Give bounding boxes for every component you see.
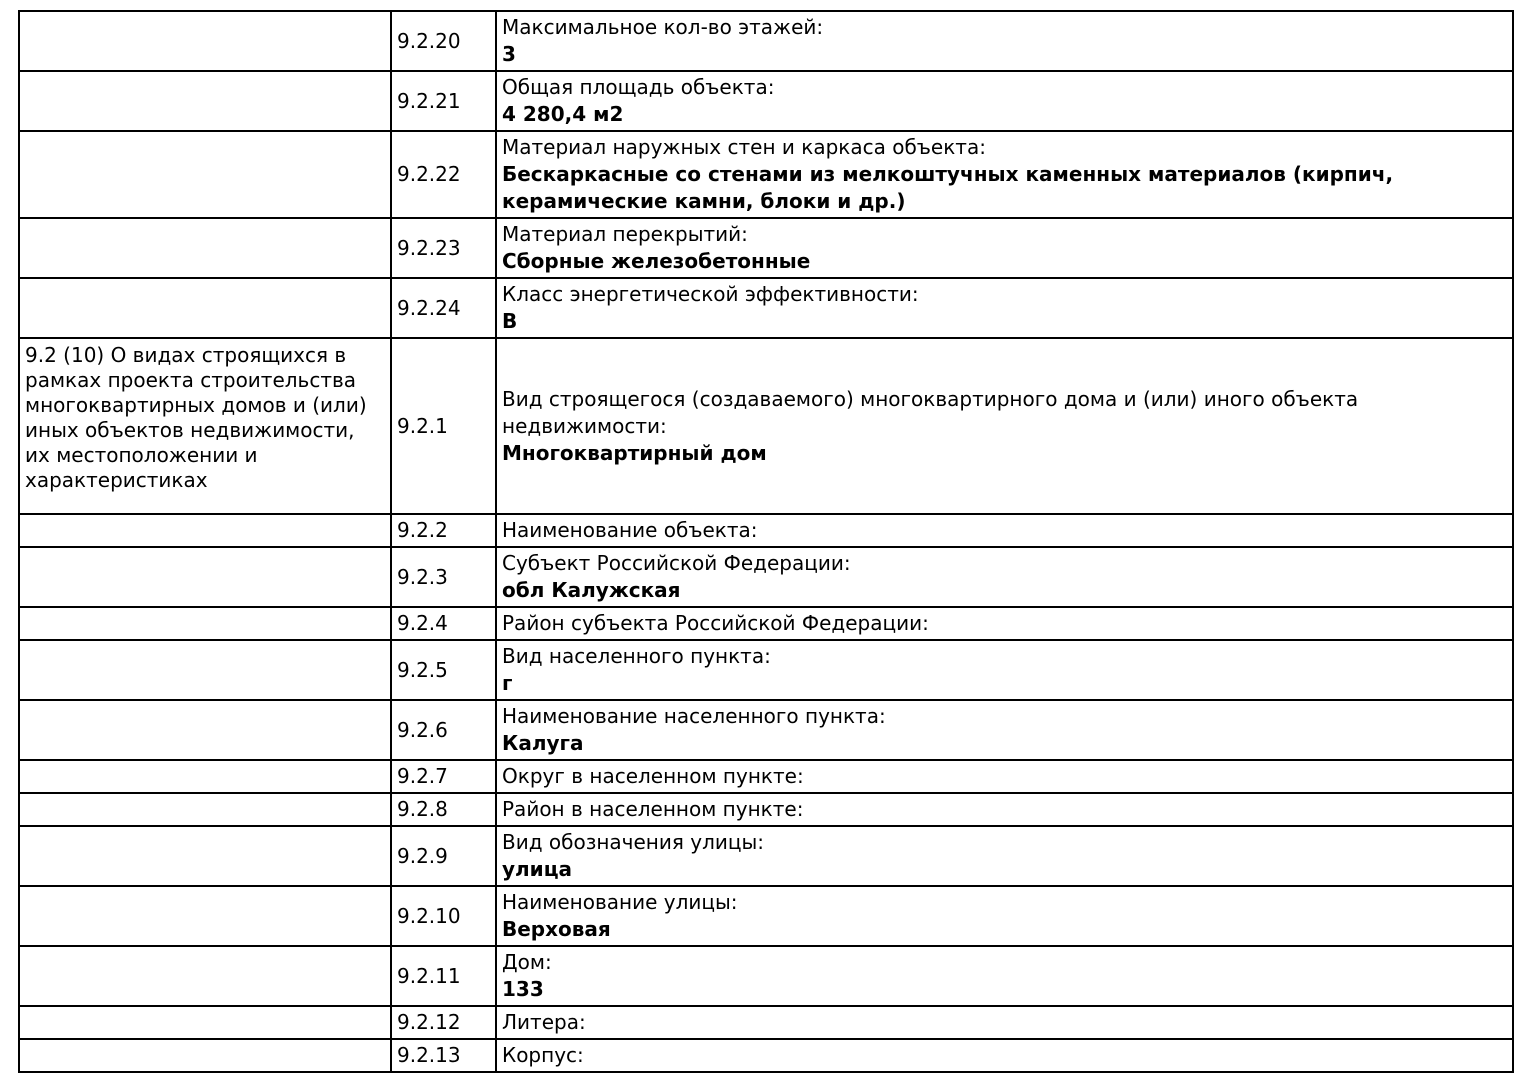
item-number: 9.2.12 bbox=[397, 1010, 461, 1034]
section-cell bbox=[19, 946, 391, 1006]
item-content-cell bbox=[496, 131, 1513, 218]
item-content-cell bbox=[496, 71, 1513, 131]
field-value: Калуга bbox=[502, 731, 584, 755]
field-value: 133 bbox=[502, 977, 544, 1001]
table-row bbox=[19, 793, 1513, 826]
item-number-cell bbox=[391, 700, 496, 760]
item-number: 9.2.10 bbox=[397, 903, 461, 928]
field-label: Корпус: bbox=[502, 1043, 584, 1067]
item-number: 9.2.23 bbox=[397, 235, 461, 260]
item-number: 9.2.7 bbox=[397, 764, 448, 788]
field-value: Верховая bbox=[502, 917, 611, 941]
field-label: Дом: bbox=[502, 950, 552, 974]
field-label: Материал перекрытий: bbox=[502, 222, 748, 246]
item-number-cell bbox=[391, 640, 496, 700]
item-number-cell bbox=[391, 71, 496, 131]
section-cell bbox=[19, 700, 391, 760]
section-cell bbox=[19, 640, 391, 700]
item-number: 9.2.6 bbox=[397, 717, 448, 742]
item-number-cell bbox=[391, 946, 496, 1006]
section-cell bbox=[19, 607, 391, 640]
table-row bbox=[19, 886, 1513, 946]
item-content-cell bbox=[496, 607, 1513, 640]
field-label: Вид строящегося (создаваемого) многоквартирного дома и (или) иного объекта недвижимости: bbox=[502, 386, 1359, 438]
item-content-cell bbox=[496, 514, 1513, 547]
table-row-section-header bbox=[19, 338, 1513, 514]
table-row bbox=[19, 218, 1513, 278]
item-content-cell bbox=[496, 700, 1513, 760]
item-number-cell bbox=[391, 547, 496, 607]
table-row bbox=[19, 640, 1513, 700]
item-number-cell bbox=[391, 607, 496, 640]
field-label: Округ в населенном пункте: bbox=[502, 764, 804, 788]
item-number: 9.2.2 bbox=[397, 518, 448, 542]
item-content-cell bbox=[496, 886, 1513, 946]
field-value: Бескаркасные со стенами из мелкоштучных каменных материалов (кирпич, керамические камни, блоки и др.) bbox=[502, 162, 1394, 213]
section-label: 9.2 (10) О видах строящихся в рамках проекта строительства многоквартирных домов и (или) иных объектов недвижимости, их местоположении и характеристиках bbox=[25, 343, 367, 492]
field-label: Наименование улицы: bbox=[502, 890, 738, 914]
table-row bbox=[19, 71, 1513, 131]
section-cell bbox=[19, 514, 391, 547]
section-cell bbox=[19, 1006, 391, 1039]
item-content-cell bbox=[496, 640, 1513, 700]
table-row bbox=[19, 700, 1513, 760]
item-number-cell bbox=[391, 11, 496, 71]
item-number: 9.2.21 bbox=[397, 88, 461, 113]
item-number-cell bbox=[391, 760, 496, 793]
item-content-cell bbox=[496, 793, 1513, 826]
item-number-cell bbox=[391, 131, 496, 218]
field-value: улица bbox=[502, 857, 573, 881]
section-cell bbox=[19, 278, 391, 338]
table-row bbox=[19, 826, 1513, 886]
table-row bbox=[19, 131, 1513, 218]
field-label: Район субъекта Российской Федерации: bbox=[502, 611, 929, 635]
section-cell bbox=[19, 793, 391, 826]
item-content-cell bbox=[496, 1039, 1513, 1072]
project-declaration-table bbox=[18, 10, 1514, 1073]
table-row bbox=[19, 607, 1513, 640]
item-number: 9.2.20 bbox=[397, 28, 461, 53]
item-number: 9.2.5 bbox=[397, 657, 448, 682]
item-content-cell bbox=[496, 338, 1513, 514]
item-number: 9.2.8 bbox=[397, 797, 448, 821]
field-label: Наименование населенного пункта: bbox=[502, 704, 886, 728]
item-number-cell bbox=[391, 1006, 496, 1039]
item-number: 9.2.24 bbox=[397, 295, 461, 320]
item-number-cell bbox=[391, 514, 496, 547]
item-number: 9.2.9 bbox=[397, 843, 448, 868]
item-number-cell bbox=[391, 1039, 496, 1072]
section-cell bbox=[19, 547, 391, 607]
item-content-cell bbox=[496, 278, 1513, 338]
field-label: Общая площадь объекта: bbox=[502, 75, 775, 99]
table-row bbox=[19, 278, 1513, 338]
field-label: Класс энергетической эффективности: bbox=[502, 282, 919, 306]
table-row bbox=[19, 760, 1513, 793]
section-cell bbox=[19, 826, 391, 886]
field-value: 3 bbox=[502, 42, 516, 66]
section-cell bbox=[19, 886, 391, 946]
table-row bbox=[19, 547, 1513, 607]
item-content-cell bbox=[496, 547, 1513, 607]
item-content-cell bbox=[496, 826, 1513, 886]
item-number: 9.2.3 bbox=[397, 564, 448, 589]
item-content-cell bbox=[496, 1006, 1513, 1039]
field-value: г bbox=[502, 671, 513, 695]
item-number-cell bbox=[391, 826, 496, 886]
field-value: обл Калужская bbox=[502, 578, 681, 602]
item-number-cell bbox=[391, 218, 496, 278]
item-number: 9.2.11 bbox=[397, 963, 461, 988]
field-label: Вид обозначения улицы: bbox=[502, 830, 765, 854]
item-number: 9.2.1 bbox=[397, 413, 448, 438]
field-value: Многоквартирный дом bbox=[502, 440, 767, 465]
table-row bbox=[19, 946, 1513, 1006]
item-content-cell bbox=[496, 11, 1513, 71]
table-row bbox=[19, 514, 1513, 547]
section-cell bbox=[19, 71, 391, 131]
field-value: Сборные железобетонные bbox=[502, 249, 811, 273]
field-label: Наименование объекта: bbox=[502, 518, 758, 542]
field-label: Максимальное кол-во этажей: bbox=[502, 15, 824, 39]
section-cell bbox=[19, 11, 391, 71]
item-number-cell bbox=[391, 278, 496, 338]
field-value: 4 280,4 м2 bbox=[502, 102, 624, 126]
table-row bbox=[19, 11, 1513, 71]
item-number-cell bbox=[391, 338, 496, 514]
section-cell bbox=[19, 1039, 391, 1072]
item-content-cell bbox=[496, 760, 1513, 793]
section-cell bbox=[19, 760, 391, 793]
item-content-cell bbox=[496, 218, 1513, 278]
table-row bbox=[19, 1039, 1513, 1072]
section-cell bbox=[19, 338, 391, 514]
section-cell bbox=[19, 131, 391, 218]
table-row bbox=[19, 1006, 1513, 1039]
field-label: Субъект Российской Федерации: bbox=[502, 551, 851, 575]
item-content-cell bbox=[496, 946, 1513, 1006]
field-label: Район в населенном пункте: bbox=[502, 797, 804, 821]
section-cell bbox=[19, 218, 391, 278]
field-label: Вид населенного пункта: bbox=[502, 644, 771, 668]
item-number-cell bbox=[391, 793, 496, 826]
item-number: 9.2.13 bbox=[397, 1043, 461, 1067]
item-number: 9.2.4 bbox=[397, 611, 448, 635]
field-value: В bbox=[502, 309, 518, 333]
field-label: Литера: bbox=[502, 1010, 586, 1034]
item-number-cell bbox=[391, 886, 496, 946]
field-label: Материал наружных стен и каркаса объекта: bbox=[502, 135, 986, 159]
item-number: 9.2.22 bbox=[397, 162, 461, 186]
